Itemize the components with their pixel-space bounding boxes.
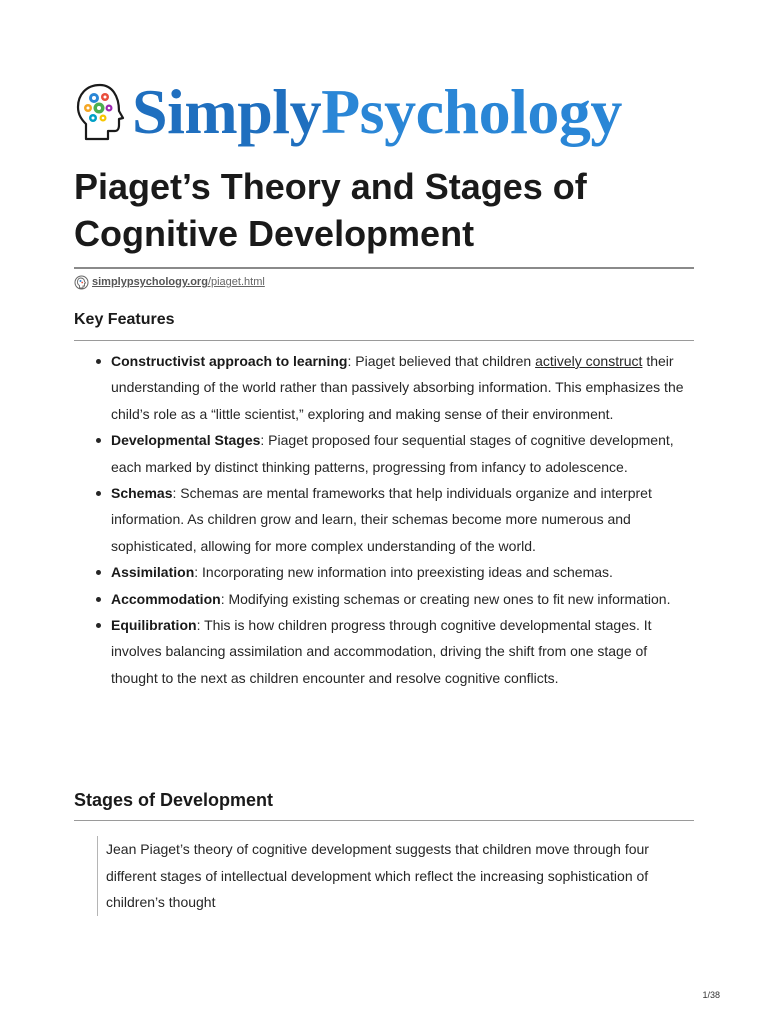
feature-text: their understanding of the world rather than passively absorbing information. This emphasizes the child’s role as a “little scientist,” exploring and making sense of their environment. xyxy=(111,353,684,422)
key-features-list xyxy=(92,348,692,691)
wordmark-psychology: Psychology xyxy=(321,76,622,147)
list-item xyxy=(92,559,692,585)
site-wordmark xyxy=(132,76,622,147)
actively-construct-link[interactable]: actively construct xyxy=(535,353,643,369)
stages-quote: Jean Piaget’s theory of cognitive development suggests that children move through four different stages of intellectual development which reflect the increasing sophistication of children’s thought xyxy=(97,836,686,916)
stages-heading: Stages of Development xyxy=(74,790,274,810)
site-logo xyxy=(74,72,694,152)
list-item xyxy=(92,480,692,559)
list-item xyxy=(92,586,692,612)
list-item xyxy=(92,612,692,691)
source-url[interactable] xyxy=(74,273,265,291)
page-number: 1/38 xyxy=(702,990,720,1000)
head-gears-icon xyxy=(74,81,128,143)
source-url-domain[interactable]: simplypsychology.org xyxy=(92,276,208,288)
feature-text: : Schemas are mental frameworks that help individuals organize and interpret information. As children grow and learn, their schemas become more numerous and sophisticated, allowing for more complex understanding of the world. xyxy=(111,485,652,554)
page-title: Piaget’s Theory and Stages of Cognitive Development xyxy=(74,166,587,254)
feature-term: Schemas xyxy=(111,485,173,502)
list-item xyxy=(92,427,692,480)
feature-term: Equilibration xyxy=(111,617,197,634)
feature-term: Accommodation xyxy=(111,590,221,607)
wordmark-simply: Simply xyxy=(132,76,322,147)
source-url-path[interactable]: /piaget.html xyxy=(207,276,265,288)
key-features-heading: Key Features xyxy=(74,311,175,328)
site-favicon-icon xyxy=(74,275,89,290)
feature-text: : Piaget believed that children xyxy=(347,353,536,369)
feature-text: : Piaget proposed four sequential stages of cognitive development, each marked by distinct thinking patterns, progressing from infancy to adolescence. xyxy=(111,432,674,475)
feature-text: : Modifying existing schemas or creating new ones to fit new information. xyxy=(220,590,671,607)
list-item xyxy=(92,348,692,427)
stages-divider xyxy=(74,820,694,821)
key-features-divider xyxy=(74,340,694,341)
feature-text: : This is how children progress through cognitive developmental stages. It involves balancing assimilation and accommodation, driving the shift from one stage of thought to the next as children encounter and resolve cognitive conflicts. xyxy=(111,617,652,686)
feature-term: Developmental Stages xyxy=(111,432,261,449)
feature-text: : Incorporating new information into preexisting ideas and schemas. xyxy=(194,564,613,581)
title-divider xyxy=(74,267,694,269)
feature-term: Assimilation xyxy=(111,564,195,581)
feature-term: Constructivist approach to learning xyxy=(111,353,348,369)
